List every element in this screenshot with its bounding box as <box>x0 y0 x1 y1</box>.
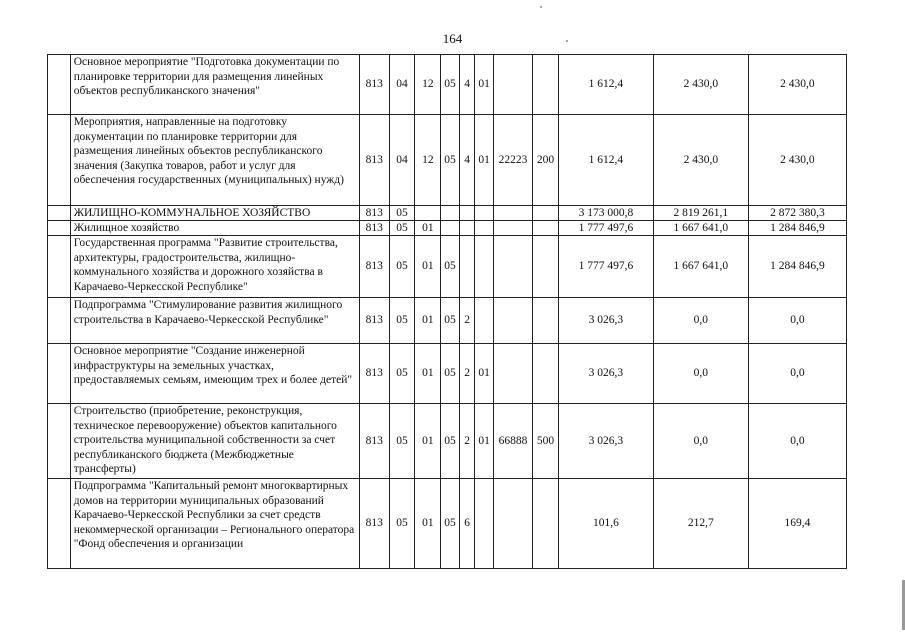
cell-section: 05 <box>389 479 415 569</box>
cell-sum-2: 2 430,0 <box>653 55 748 115</box>
table-row <box>48 404 847 479</box>
cell-direction: 66888 <box>493 404 532 479</box>
cell-subsection: 01 <box>415 344 441 404</box>
budget-table <box>47 54 847 569</box>
cell-section: 05 <box>389 298 415 344</box>
cell-section: 04 <box>389 55 415 115</box>
cell-sum-3: 0,0 <box>748 404 846 479</box>
cell-direction <box>493 344 532 404</box>
page-number: 164 <box>442 31 463 46</box>
cell-expense-type <box>533 221 559 236</box>
cell-sum-3: 1 284 846,9 <box>748 221 846 236</box>
cell-ved: 813 <box>359 344 389 404</box>
cell-sum-1: 1 612,4 <box>558 55 653 115</box>
cell-sum-3: 1 284 846,9 <box>748 236 846 298</box>
cell-section: 05 <box>389 236 415 298</box>
cell-sum-2: 0,0 <box>653 298 748 344</box>
row-gutter <box>48 404 71 479</box>
scan-speck <box>540 6 542 8</box>
cell-direction <box>493 55 532 115</box>
cell-section: 05 <box>389 221 415 236</box>
row-gutter <box>48 479 71 569</box>
cell-ved: 813 <box>359 115 389 206</box>
row-name: Мероприятия, направленные на подготовку документации по планировке территории для размещения линейных объектов республиканского значения (Закупка товаров, работ и услуг для обеспечения государственных (муниципальных) нужд) <box>70 115 359 206</box>
row-gutter <box>48 344 71 404</box>
cell-activity: 01 <box>475 404 494 479</box>
cell-sum-1: 3 026,3 <box>558 298 653 344</box>
table-row <box>48 206 847 221</box>
cell-subprogram: 2 <box>459 344 474 404</box>
cell-direction <box>493 236 532 298</box>
cell-section: 05 <box>389 344 415 404</box>
cell-subprogram: 4 <box>459 115 474 206</box>
cell-subprogram: 2 <box>459 298 474 344</box>
cell-sum-2: 2 430,0 <box>653 115 748 206</box>
cell-subsection: 01 <box>415 479 441 569</box>
cell-expense-type: 500 <box>533 404 559 479</box>
cell-section: 05 <box>389 404 415 479</box>
cell-subsection: 12 <box>415 115 441 206</box>
row-name: Строительство (приобретение, реконструкция, техническое перевооружение) объектов капитального строительства муниципальной собственности за счет республиканского бюджета (Межбюджетные трансферты) <box>70 404 359 479</box>
cell-sum-2: 1 667 641,0 <box>653 236 748 298</box>
cell-sum-3: 2 872 380,3 <box>748 206 846 221</box>
table-row <box>48 221 847 236</box>
cell-subprogram: 6 <box>459 479 474 569</box>
cell-sum-1: 3 026,3 <box>558 344 653 404</box>
cell-activity <box>475 479 494 569</box>
cell-subsection: 01 <box>415 236 441 298</box>
cell-subsection <box>415 206 441 221</box>
cell-sum-2: 0,0 <box>653 404 748 479</box>
cell-program: 05 <box>441 236 460 298</box>
cell-sum-1: 101,6 <box>558 479 653 569</box>
cell-section: 04 <box>389 115 415 206</box>
cell-subsection: 12 <box>415 55 441 115</box>
cell-direction <box>493 298 532 344</box>
cell-subsection: 01 <box>415 221 441 236</box>
cell-section: 05 <box>389 206 415 221</box>
cell-expense-type <box>533 344 559 404</box>
table-row <box>48 236 847 298</box>
cell-activity: 01 <box>475 115 494 206</box>
cell-ved: 813 <box>359 236 389 298</box>
row-gutter <box>48 206 71 221</box>
cell-sum-3: 0,0 <box>748 298 846 344</box>
cell-sum-1: 3 026,3 <box>558 404 653 479</box>
cell-ved: 813 <box>359 404 389 479</box>
row-name: ЖИЛИЩНО-КОММУНАЛЬНОЕ ХОЗЯЙСТВО <box>70 206 359 221</box>
cell-activity: 01 <box>475 344 494 404</box>
cell-program: 05 <box>441 55 460 115</box>
cell-sum-2: 0,0 <box>653 344 748 404</box>
cell-sum-3: 2 430,0 <box>748 115 846 206</box>
table-row <box>48 479 847 569</box>
cell-sum-2: 2 819 261,1 <box>653 206 748 221</box>
cell-expense-type: 200 <box>533 115 559 206</box>
cell-sum-3: 0,0 <box>748 344 846 404</box>
cell-ved: 813 <box>359 55 389 115</box>
cell-sum-2: 1 667 641,0 <box>653 221 748 236</box>
cell-expense-type <box>533 479 559 569</box>
cell-direction <box>493 479 532 569</box>
cell-sum-2: 212,7 <box>653 479 748 569</box>
cell-ved: 813 <box>359 298 389 344</box>
cell-activity <box>475 298 494 344</box>
table-row <box>48 298 847 344</box>
cell-program: 05 <box>441 404 460 479</box>
row-gutter <box>48 221 71 236</box>
cell-sum-1: 1 777 497,6 <box>558 236 653 298</box>
cell-expense-type <box>533 55 559 115</box>
table-row <box>48 115 847 206</box>
cell-subprogram: 2 <box>459 404 474 479</box>
cell-direction <box>493 206 532 221</box>
row-name: Государственная программа "Развитие строительства, архитектуры, градостроительства, жилищно-коммунального хозяйства и дорожного хозяйства в Карачаево-Черкесской Республике" <box>70 236 359 298</box>
row-gutter <box>48 236 71 298</box>
table-row <box>48 55 847 115</box>
cell-activity <box>475 206 494 221</box>
cell-program: 05 <box>441 344 460 404</box>
row-name: Подпрограмма "Капитальный ремонт многоквартирных домов на территории муниципальных образований Карачаево-Черкесской Республики за счет средств некоммерческой организации – Регионального оператора "Фонд обеспечения и организации <box>70 479 359 569</box>
cell-subsection: 01 <box>415 298 441 344</box>
cell-expense-type <box>533 206 559 221</box>
cell-sum-3: 2 430,0 <box>748 55 846 115</box>
cell-expense-type <box>533 236 559 298</box>
cell-subsection: 01 <box>415 404 441 479</box>
row-name: Основное мероприятие "Подготовка документации по планировке территории для размещения линейных объектов республиканского значения" <box>70 55 359 115</box>
cell-sum-1: 1 612,4 <box>558 115 653 206</box>
cell-program <box>441 206 460 221</box>
cell-direction <box>493 221 532 236</box>
scan-speck <box>566 40 568 42</box>
cell-expense-type <box>533 298 559 344</box>
cell-ved: 813 <box>359 206 389 221</box>
row-gutter <box>48 115 71 206</box>
row-name: Основное мероприятие "Создание инженерной инфраструктуры на земельных участках, предоставляемых семьям, имеющим трех и более детей" <box>70 344 359 404</box>
table-row <box>48 344 847 404</box>
cell-program <box>441 221 460 236</box>
cell-sum-1: 3 173 000,8 <box>558 206 653 221</box>
cell-program: 05 <box>441 298 460 344</box>
cell-ved: 813 <box>359 479 389 569</box>
cell-subprogram <box>459 236 474 298</box>
cell-direction: 22223 <box>493 115 532 206</box>
cell-subprogram <box>459 206 474 221</box>
cell-subprogram: 4 <box>459 55 474 115</box>
cell-program: 05 <box>441 479 460 569</box>
row-gutter <box>48 298 71 344</box>
row-gutter <box>48 55 71 115</box>
cell-activity <box>475 236 494 298</box>
row-name: Подпрограмма "Стимулирование развития жилищного строительства в Карачаево-Черкесской Республике" <box>70 298 359 344</box>
cell-sum-1: 1 777 497,6 <box>558 221 653 236</box>
cell-ved: 813 <box>359 221 389 236</box>
cell-subprogram <box>459 221 474 236</box>
cell-activity: 01 <box>475 55 494 115</box>
row-name: Жилищное хозяйство <box>70 221 359 236</box>
cell-sum-3: 169,4 <box>748 479 846 569</box>
cell-program: 05 <box>441 115 460 206</box>
cell-activity <box>475 221 494 236</box>
